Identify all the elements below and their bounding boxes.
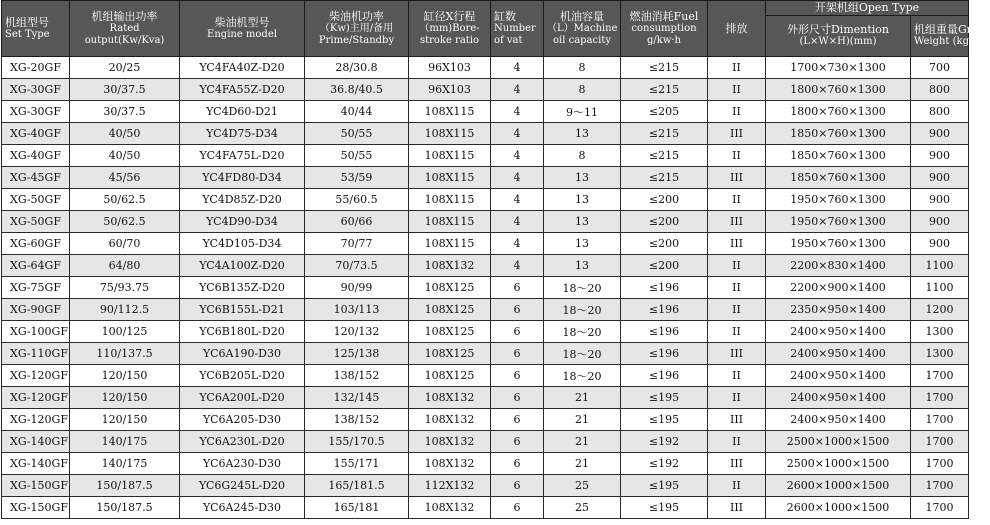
cell-oil-capacity: 13 — [544, 211, 621, 233]
header-weight: 机组重量Gross Weight (kg) — [911, 16, 969, 57]
cell-fuel-consumption: ≤196 — [621, 277, 708, 299]
cell-diesel-power: 36.8/40.5 — [305, 79, 409, 101]
header-fuel-consumption: 燃油消耗Fuel consumption g/kw·h — [621, 1, 708, 57]
cell-fuel-consumption: ≤196 — [621, 321, 708, 343]
cell-rated-output: 150/187.5 — [70, 475, 180, 497]
cell-rated-output: 64/80 — [70, 255, 180, 277]
header-rated-output: 机组输出功率 Rated output(Kw/Kva) — [70, 1, 180, 57]
cell-rated-output: 40/50 — [70, 145, 180, 167]
cell-bore-stroke: 108X115 — [409, 123, 491, 145]
cell-fuel-consumption: ≤205 — [621, 101, 708, 123]
cell-weight: 700 — [911, 57, 969, 79]
cell-oil-capacity: 18～20 — [544, 277, 621, 299]
cell-dimension: 1700×730×1300 — [766, 57, 911, 79]
cell-engine-model: YC6B155L-D21 — [180, 299, 305, 321]
cell-rated-output: 120/150 — [70, 409, 180, 431]
cell-diesel-power: 60/66 — [305, 211, 409, 233]
table-row — [2, 255, 969, 277]
cell-bore-stroke: 108X125 — [409, 343, 491, 365]
cell-oil-capacity: 25 — [544, 475, 621, 497]
cell-fuel-consumption: ≤200 — [621, 211, 708, 233]
cell-bore-stroke: 96X103 — [409, 57, 491, 79]
header-emission: 排放 — [708, 1, 766, 57]
table-row — [2, 431, 969, 453]
header-open-type: 开架机组Open Type — [766, 1, 969, 16]
table-row — [2, 189, 969, 211]
cell-set-type: XG-30GF — [2, 79, 70, 101]
cell-diesel-power: 28/30.8 — [305, 57, 409, 79]
cell-set-type: XG-60GF — [2, 233, 70, 255]
cell-bore-stroke: 108X132 — [409, 387, 491, 409]
cell-fuel-consumption: ≤195 — [621, 497, 708, 519]
table-row — [2, 79, 969, 101]
cell-fuel-consumption: ≤215 — [621, 79, 708, 101]
cell-dimension: 1850×760×1300 — [766, 123, 911, 145]
header-diesel-power: 柴油机功率 （Kw)主用/备用 Prime/Standby — [305, 1, 409, 57]
cell-rated-output: 100/125 — [70, 321, 180, 343]
cell-bore-stroke: 108X115 — [409, 189, 491, 211]
header-cylinders: 缸数 Number of vat — [491, 1, 544, 57]
cell-cylinders: 4 — [491, 211, 544, 233]
cell-weight: 900 — [911, 123, 969, 145]
cell-engine-model: YC6A230-D30 — [180, 453, 305, 475]
cell-set-type: XG-140GF — [2, 453, 70, 475]
cell-engine-model: YC6A190-D30 — [180, 343, 305, 365]
cell-weight: 900 — [911, 167, 969, 189]
header-set-type: 机组型号 Set Type — [2, 1, 70, 57]
cell-set-type: XG-50GF — [2, 189, 70, 211]
cell-bore-stroke: 108X132 — [409, 409, 491, 431]
cell-engine-model: YC4D85Z-D20 — [180, 189, 305, 211]
cell-cylinders: 6 — [491, 321, 544, 343]
cell-set-type: XG-90GF — [2, 299, 70, 321]
cell-fuel-consumption: ≤215 — [621, 123, 708, 145]
cell-engine-model: YC4A100Z-D20 — [180, 255, 305, 277]
cell-fuel-consumption: ≤195 — [621, 387, 708, 409]
cell-oil-capacity: 13 — [544, 233, 621, 255]
cell-oil-capacity: 18～20 — [544, 365, 621, 387]
cell-weight: 1300 — [911, 343, 969, 365]
cell-dimension: 2400×950×1400 — [766, 365, 911, 387]
cell-weight: 1100 — [911, 277, 969, 299]
cell-fuel-consumption: ≤196 — [621, 365, 708, 387]
cell-emission: II — [708, 145, 766, 167]
cell-cylinders: 4 — [491, 189, 544, 211]
cell-dimension: 2600×1000×1500 — [766, 475, 911, 497]
cell-weight: 900 — [911, 189, 969, 211]
header-oil-capacity: 机油容量 （L）Machine oil capacity — [544, 1, 621, 57]
cell-oil-capacity: 25 — [544, 497, 621, 519]
cell-emission: II — [708, 387, 766, 409]
cell-weight: 1700 — [911, 453, 969, 475]
cell-dimension: 1800×760×1300 — [766, 101, 911, 123]
cell-diesel-power: 55/60.5 — [305, 189, 409, 211]
cell-oil-capacity: 18～20 — [544, 299, 621, 321]
cell-set-type: XG-110GF — [2, 343, 70, 365]
cell-weight: 1700 — [911, 475, 969, 497]
table-row — [2, 233, 969, 255]
cell-diesel-power: 40/44 — [305, 101, 409, 123]
cell-engine-model: YC4FA55Z-D20 — [180, 79, 305, 101]
cell-fuel-consumption: ≤215 — [621, 57, 708, 79]
cell-diesel-power: 138/152 — [305, 365, 409, 387]
cell-cylinders: 4 — [491, 57, 544, 79]
table-row — [2, 145, 969, 167]
cell-dimension: 1800×760×1300 — [766, 79, 911, 101]
cell-cylinders: 4 — [491, 145, 544, 167]
table-row — [2, 497, 969, 519]
cell-cylinders: 6 — [491, 497, 544, 519]
cell-set-type: XG-50GF — [2, 211, 70, 233]
cell-diesel-power: 70/77 — [305, 233, 409, 255]
cell-emission: III — [708, 233, 766, 255]
header-dimension: 外形尺寸Dimention (L×W×H)(mm) — [766, 16, 911, 57]
cell-weight: 1700 — [911, 431, 969, 453]
cell-dimension: 2400×950×1400 — [766, 409, 911, 431]
cell-oil-capacity: 13 — [544, 123, 621, 145]
cell-diesel-power: 50/55 — [305, 145, 409, 167]
cell-fuel-consumption: ≤192 — [621, 431, 708, 453]
cell-bore-stroke: 108X125 — [409, 365, 491, 387]
table-row — [2, 101, 969, 123]
cell-oil-capacity: 13 — [544, 255, 621, 277]
table-row — [2, 387, 969, 409]
cell-weight: 900 — [911, 211, 969, 233]
table-row — [2, 475, 969, 497]
cell-dimension: 1850×760×1300 — [766, 145, 911, 167]
cell-set-type: XG-100GF — [2, 321, 70, 343]
cell-oil-capacity: 9～11 — [544, 101, 621, 123]
cell-emission: III — [708, 497, 766, 519]
cell-cylinders: 4 — [491, 233, 544, 255]
cell-set-type: XG-120GF — [2, 409, 70, 431]
cell-weight: 1200 — [911, 299, 969, 321]
table-body — [2, 57, 969, 519]
cell-bore-stroke: 108X115 — [409, 101, 491, 123]
cell-weight: 1700 — [911, 365, 969, 387]
cell-set-type: XG-20GF — [2, 57, 70, 79]
cell-engine-model: YC6A245-D30 — [180, 497, 305, 519]
table-row — [2, 211, 969, 233]
cell-bore-stroke: 108X132 — [409, 431, 491, 453]
cell-bore-stroke: 108X125 — [409, 277, 491, 299]
cell-cylinders: 6 — [491, 431, 544, 453]
cell-dimension: 2200×830×1400 — [766, 255, 911, 277]
cell-set-type: XG-140GF — [2, 431, 70, 453]
cell-emission: III — [708, 343, 766, 365]
cell-cylinders: 6 — [491, 475, 544, 497]
cell-oil-capacity: 18～20 — [544, 343, 621, 365]
cell-rated-output: 30/37.5 — [70, 79, 180, 101]
cell-dimension: 2600×1000×1500 — [766, 497, 911, 519]
cell-engine-model: YC4D105-D34 — [180, 233, 305, 255]
cell-bore-stroke: 108X115 — [409, 233, 491, 255]
cell-weight: 900 — [911, 233, 969, 255]
cell-bore-stroke: 108X115 — [409, 211, 491, 233]
cell-set-type: XG-64GF — [2, 255, 70, 277]
cell-diesel-power: 50/55 — [305, 123, 409, 145]
cell-dimension: 2500×1000×1500 — [766, 431, 911, 453]
cell-rated-output: 30/37.5 — [70, 101, 180, 123]
cell-bore-stroke: 108X115 — [409, 167, 491, 189]
cell-weight: 1300 — [911, 321, 969, 343]
cell-diesel-power: 125/138 — [305, 343, 409, 365]
generator-spec-table — [1, 0, 990, 519]
cell-cylinders: 6 — [491, 299, 544, 321]
cell-dimension: 2400×950×1400 — [766, 387, 911, 409]
cell-oil-capacity: 8 — [544, 57, 621, 79]
cell-weight: 1700 — [911, 387, 969, 409]
cell-oil-capacity: 21 — [544, 409, 621, 431]
cell-cylinders: 4 — [491, 123, 544, 145]
cell-diesel-power: 138/152 — [305, 409, 409, 431]
cell-diesel-power: 165/181 — [305, 497, 409, 519]
cell-dimension: 1950×760×1300 — [766, 211, 911, 233]
header-bore-stroke: 缸径X行程 （mm)Bore- stroke ratio — [409, 1, 491, 57]
cell-rated-output: 140/175 — [70, 431, 180, 453]
cell-oil-capacity: 21 — [544, 431, 621, 453]
header-engine-model: 柴油机型号 Engine model — [180, 1, 305, 57]
table-row — [2, 453, 969, 475]
cell-fuel-consumption: ≤192 — [621, 453, 708, 475]
table-row — [2, 365, 969, 387]
cell-emission: III — [708, 453, 766, 475]
cell-cylinders: 4 — [491, 101, 544, 123]
cell-cylinders: 6 — [491, 409, 544, 431]
cell-bore-stroke: 96X103 — [409, 79, 491, 101]
table-row — [2, 167, 969, 189]
cell-fuel-consumption: ≤195 — [621, 475, 708, 497]
cell-engine-model: YC4FA75L-D20 — [180, 145, 305, 167]
cell-fuel-consumption: ≤200 — [621, 189, 708, 211]
cell-dimension: 2200×900×1400 — [766, 277, 911, 299]
table-row — [2, 123, 969, 145]
cell-bore-stroke: 108X125 — [409, 299, 491, 321]
cell-rated-output: 90/112.5 — [70, 299, 180, 321]
cell-diesel-power: 132/145 — [305, 387, 409, 409]
cell-emission: II — [708, 189, 766, 211]
cell-fuel-consumption: ≤196 — [621, 343, 708, 365]
cell-diesel-power: 53/59 — [305, 167, 409, 189]
cell-oil-capacity: 21 — [544, 453, 621, 475]
cell-set-type: XG-120GF — [2, 387, 70, 409]
cell-engine-model: YC4FA40Z-D20 — [180, 57, 305, 79]
cell-weight: 1700 — [911, 497, 969, 519]
cell-diesel-power: 120/132 — [305, 321, 409, 343]
cell-set-type: XG-150GF — [2, 475, 70, 497]
cell-bore-stroke: 108X132 — [409, 453, 491, 475]
table-row — [2, 299, 969, 321]
table-row — [2, 409, 969, 431]
cell-rated-output: 140/175 — [70, 453, 180, 475]
cell-engine-model: YC6B180L-D20 — [180, 321, 305, 343]
cell-diesel-power: 155/170.5 — [305, 431, 409, 453]
cell-engine-model: YC6A205-D30 — [180, 409, 305, 431]
cell-weight: 800 — [911, 101, 969, 123]
cell-oil-capacity: 18～20 — [544, 321, 621, 343]
cell-set-type: XG-45GF — [2, 167, 70, 189]
cell-emission: II — [708, 79, 766, 101]
cell-emission: II — [708, 255, 766, 277]
cell-dimension: 1950×760×1300 — [766, 189, 911, 211]
cell-cylinders: 4 — [491, 255, 544, 277]
table-row — [2, 343, 969, 365]
cell-rated-output: 60/70 — [70, 233, 180, 255]
cell-diesel-power: 70/73.5 — [305, 255, 409, 277]
cell-engine-model: YC4D90-D34 — [180, 211, 305, 233]
cell-rated-output: 110/137.5 — [70, 343, 180, 365]
cell-fuel-consumption: ≤195 — [621, 409, 708, 431]
cell-emission: III — [708, 409, 766, 431]
cell-set-type: XG-40GF — [2, 123, 70, 145]
cell-dimension: 2500×1000×1500 — [766, 453, 911, 475]
cell-fuel-consumption: ≤200 — [621, 255, 708, 277]
cell-weight: 1700 — [911, 409, 969, 431]
cell-emission: II — [708, 365, 766, 387]
cell-diesel-power: 165/181.5 — [305, 475, 409, 497]
cell-oil-capacity: 8 — [544, 145, 621, 167]
cell-diesel-power: 103/113 — [305, 299, 409, 321]
cell-cylinders: 4 — [491, 167, 544, 189]
cell-emission: II — [708, 299, 766, 321]
cell-bore-stroke: 112X132 — [409, 475, 491, 497]
cell-weight: 1100 — [911, 255, 969, 277]
cell-engine-model: YC4D75-D34 — [180, 123, 305, 145]
cell-diesel-power: 155/171 — [305, 453, 409, 475]
table-row — [2, 277, 969, 299]
cell-bore-stroke: 108X132 — [409, 255, 491, 277]
table-row — [2, 321, 969, 343]
cell-engine-model: YC6B135Z-D20 — [180, 277, 305, 299]
cell-rated-output: 40/50 — [70, 123, 180, 145]
cell-emission: III — [708, 167, 766, 189]
cell-rated-output: 50/62.5 — [70, 189, 180, 211]
cell-engine-model: YC6B205L-D20 — [180, 365, 305, 387]
cell-dimension: 2400×950×1400 — [766, 321, 911, 343]
table-header — [2, 1, 990, 57]
table-row — [2, 57, 969, 79]
cell-rated-output: 120/150 — [70, 387, 180, 409]
cell-diesel-power: 90/99 — [305, 277, 409, 299]
cell-rated-output: 150/187.5 — [70, 497, 180, 519]
cell-oil-capacity: 13 — [544, 189, 621, 211]
cell-engine-model: YC6A200L-D20 — [180, 387, 305, 409]
cell-fuel-consumption: ≤215 — [621, 167, 708, 189]
cell-weight: 900 — [911, 145, 969, 167]
cell-dimension: 2400×950×1400 — [766, 343, 911, 365]
cell-rated-output: 120/150 — [70, 365, 180, 387]
cell-cylinders: 6 — [491, 365, 544, 387]
cell-fuel-consumption: ≤215 — [621, 145, 708, 167]
cell-engine-model: YC4D60-D21 — [180, 101, 305, 123]
cell-cylinders: 6 — [491, 387, 544, 409]
cell-dimension: 2350×950×1400 — [766, 299, 911, 321]
cell-dimension: 1850×760×1300 — [766, 167, 911, 189]
cell-emission: II — [708, 101, 766, 123]
cell-emission: III — [708, 211, 766, 233]
cell-cylinders: 6 — [491, 453, 544, 475]
cell-set-type: XG-75GF — [2, 277, 70, 299]
cell-bore-stroke: 108X132 — [409, 497, 491, 519]
cell-emission: II — [708, 321, 766, 343]
cell-emission: II — [708, 431, 766, 453]
cell-emission: II — [708, 475, 766, 497]
cell-oil-capacity: 8 — [544, 79, 621, 101]
cell-set-type: XG-150GF — [2, 497, 70, 519]
cell-dimension: 1950×760×1300 — [766, 233, 911, 255]
cell-bore-stroke: 108X115 — [409, 145, 491, 167]
cell-engine-model: YC4FD80-D34 — [180, 167, 305, 189]
cell-set-type: XG-40GF — [2, 145, 70, 167]
cell-engine-model: YC6G245L-D20 — [180, 475, 305, 497]
cell-emission: II — [708, 57, 766, 79]
cell-cylinders: 6 — [491, 343, 544, 365]
cell-cylinders: 6 — [491, 277, 544, 299]
cell-emission: II — [708, 277, 766, 299]
cell-rated-output: 75/93.75 — [70, 277, 180, 299]
cell-oil-capacity: 21 — [544, 387, 621, 409]
cell-cylinders: 4 — [491, 79, 544, 101]
cell-emission: III — [708, 123, 766, 145]
cell-fuel-consumption: ≤196 — [621, 299, 708, 321]
cell-rated-output: 50/62.5 — [70, 211, 180, 233]
cell-weight: 800 — [911, 79, 969, 101]
cell-set-type: XG-120GF — [2, 365, 70, 387]
cell-bore-stroke: 108X125 — [409, 321, 491, 343]
cell-rated-output: 45/56 — [70, 167, 180, 189]
cell-oil-capacity: 13 — [544, 167, 621, 189]
cell-fuel-consumption: ≤200 — [621, 233, 708, 255]
cell-engine-model: YC6A230L-D20 — [180, 431, 305, 453]
cell-set-type: XG-30GF — [2, 101, 70, 123]
cell-rated-output: 20/25 — [70, 57, 180, 79]
